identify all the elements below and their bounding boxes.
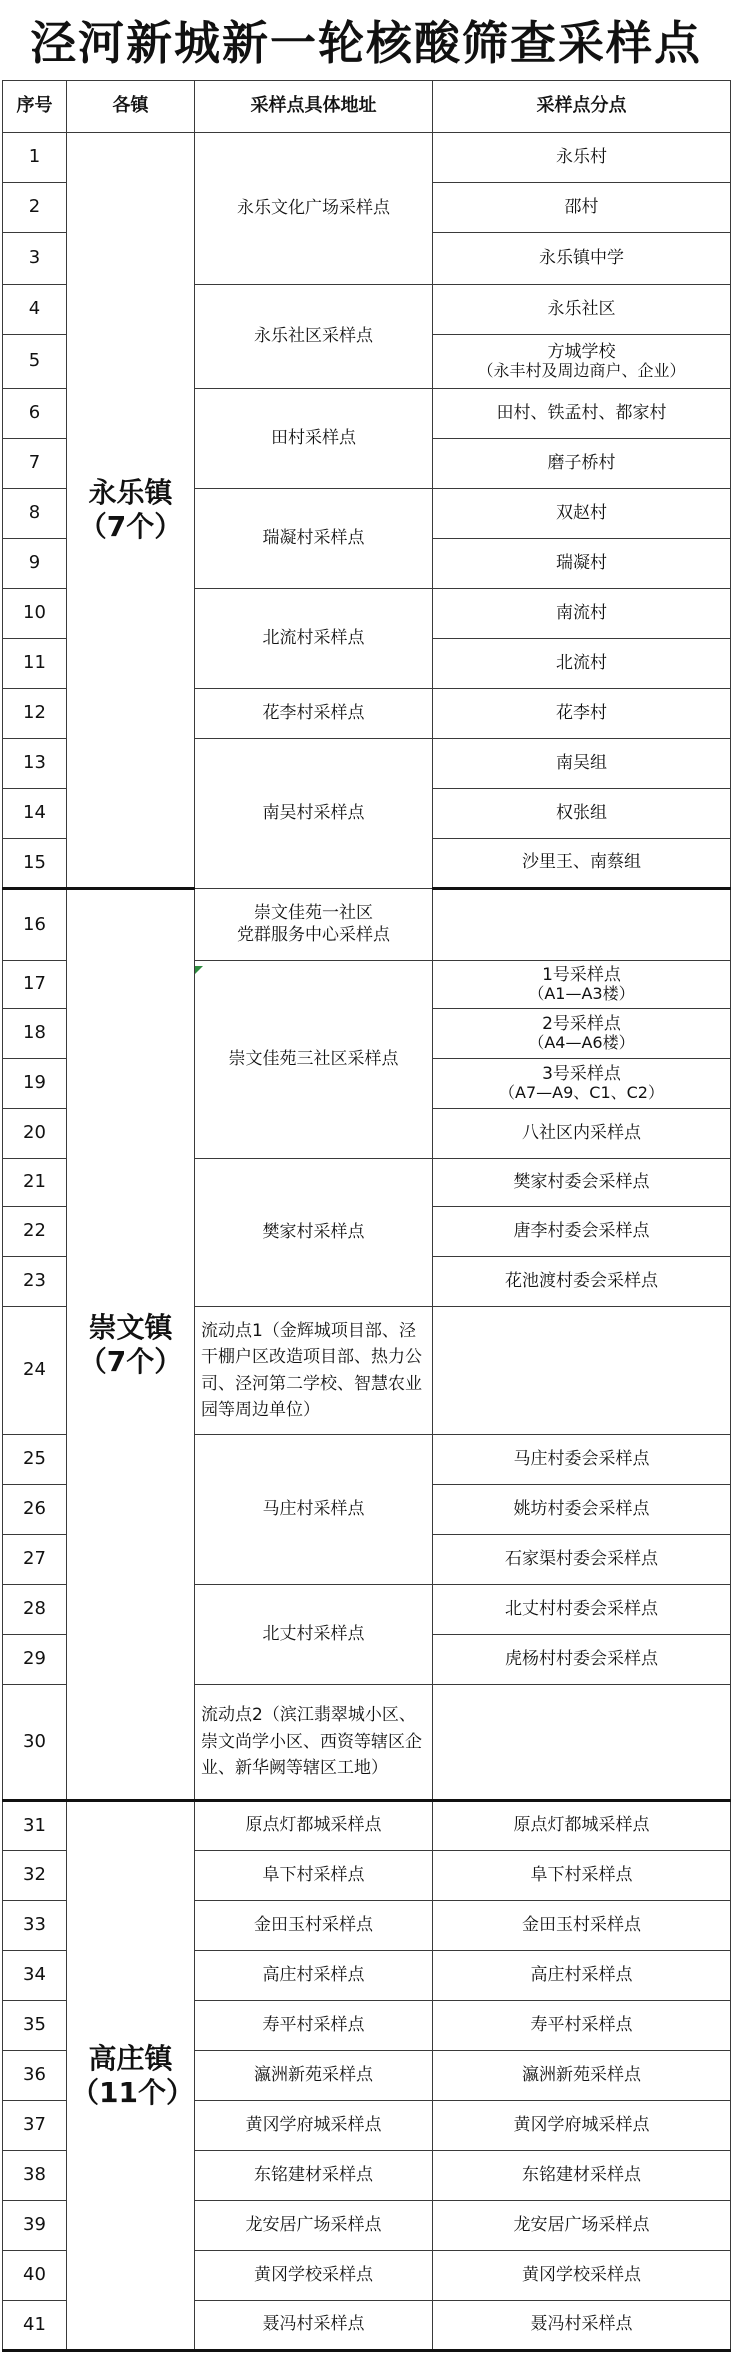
row-number-cell-text: 21 [23, 1171, 46, 1193]
sub-point-cell [433, 1109, 731, 1159]
sub-point-cell [433, 335, 731, 389]
town-name: 高庄镇 [88, 2041, 173, 2075]
sub-point-name: 沙里王、南蔡组 [522, 852, 641, 873]
row-number-cell-text: 18 [23, 1022, 46, 1044]
sub-point-cell [433, 1635, 731, 1685]
site-name: 流动点1（金辉城项目部、泾干棚户区改造项目部、热力公司、泾河第二学校、智慧农业园等周边单位） [201, 1320, 422, 1420]
row-number-cell [3, 739, 67, 789]
site-name: 永乐文化广场采样点 [237, 197, 390, 218]
header-seq: 序号 [3, 81, 67, 133]
table-body [3, 133, 731, 2351]
row-number-cell [3, 539, 67, 589]
site-address-cell [195, 1951, 433, 2001]
row-number-cell [3, 889, 67, 961]
site-address-cell [195, 2051, 433, 2101]
sub-point-name: 双赵村 [556, 502, 607, 523]
row-number-cell [3, 689, 67, 739]
row-number-cell [3, 439, 67, 489]
site-name: 龙安居广场采样点 [245, 2214, 382, 2235]
row-number-cell [3, 1307, 67, 1435]
row-number-cell [3, 1059, 67, 1109]
sub-point-cell [433, 1901, 731, 1951]
sub-point-cell [433, 639, 731, 689]
row-number-cell-text: 17 [23, 973, 46, 995]
sub-point-cell [433, 1435, 731, 1485]
sub-point-name: 阜下村采样点 [530, 1864, 633, 1885]
row-number-cell-text: 10 [23, 602, 46, 624]
row-number-cell [3, 2151, 67, 2201]
table-row [3, 133, 731, 183]
site-name: 瀛洲新苑采样点 [254, 2064, 373, 2085]
sub-point-cell [433, 1851, 731, 1901]
site-name: 田村采样点 [271, 427, 356, 448]
site-address-cell [195, 1435, 433, 1585]
row-number-cell-text: 39 [23, 2214, 46, 2236]
row-number-cell-text: 12 [23, 702, 46, 724]
row-number-cell-text: 36 [23, 2064, 46, 2086]
row-number-cell-text: 8 [28, 502, 41, 524]
site-address-cell [195, 133, 433, 285]
row-number-cell [3, 1851, 67, 1901]
row-number-cell [3, 1435, 67, 1485]
sub-point-cell [433, 1485, 731, 1535]
row-number-cell-text: 14 [23, 802, 46, 824]
sub-point-name: 黄冈学校采样点 [522, 2264, 641, 2285]
row-number-cell [3, 1109, 67, 1159]
sub-point-name: 唐李村委会采样点 [513, 1220, 650, 1241]
sub-point-cell [433, 589, 731, 639]
row-number-cell [3, 1535, 67, 1585]
sub-point-cell [433, 789, 731, 839]
site-address-cell [195, 2251, 433, 2301]
sub-point-cell [433, 2051, 731, 2101]
town-name: 崇文镇 [88, 1310, 173, 1344]
sub-point-cell [433, 2001, 731, 2051]
town-cell [67, 1801, 195, 2351]
site-name: 原点灯都城采样点 [245, 1815, 382, 1836]
site-address-cell [195, 1851, 433, 1901]
row-number-cell-text: 7 [28, 452, 41, 474]
row-number-cell [3, 389, 67, 439]
sub-point-cell [433, 961, 731, 1009]
row-number-cell-text: 40 [23, 2264, 46, 2286]
site-name: 寿平村采样点 [262, 2014, 365, 2035]
row-number-cell [3, 2051, 67, 2101]
sub-point-name: 东铭建材采样点 [522, 2164, 641, 2185]
row-number-cell [3, 1159, 67, 1207]
site-name: 崇文佳苑一社区 [254, 903, 373, 924]
site-address-cell [195, 739, 433, 889]
site-name: 聂冯村采样点 [262, 2314, 365, 2335]
row-number-cell-text: 15 [23, 851, 46, 873]
row-number-cell [3, 1901, 67, 1951]
row-number-cell-text: 33 [23, 1914, 46, 1936]
row-number-cell-text: 23 [23, 1270, 46, 1292]
sub-point-cell [433, 839, 731, 889]
cell-comment-marker-icon [195, 966, 203, 974]
site-name: 流动点2（滨江翡翠城小区、崇文尚学小区、西资等辖区企业、新华阙等辖区工地） [201, 1705, 422, 1779]
row-number-cell-text: 29 [23, 1648, 46, 1670]
site-name-line2: 党群服务中心采样点 [237, 924, 390, 945]
row-number-cell-text: 34 [23, 1964, 46, 1986]
sub-point-name: 石家渠村委会采样点 [505, 1548, 658, 1569]
sub-point-name: 樊家村委会采样点 [513, 1171, 650, 1192]
town-cell [67, 133, 195, 889]
sub-point-name: 永乐村 [556, 146, 607, 167]
site-name: 东铭建材采样点 [254, 2164, 373, 2185]
sub-point-cell [433, 1685, 731, 1801]
row-number-cell-text: 35 [23, 2014, 46, 2036]
row-number-cell [3, 839, 67, 889]
sub-point-name: 原点灯都城采样点 [513, 1815, 650, 1836]
row-number-cell [3, 589, 67, 639]
sub-point-name: 永乐镇中学 [539, 247, 624, 268]
table-header-row [3, 81, 731, 133]
sub-point-name: 金田玉村采样点 [522, 1914, 641, 1935]
sub-point-cell [433, 1159, 731, 1207]
sub-point-name: 田村、铁孟村、都家村 [496, 402, 667, 423]
sub-point-cell [433, 539, 731, 589]
row-number-cell-text: 11 [23, 652, 46, 674]
site-address-cell [195, 2001, 433, 2051]
row-number-cell [3, 133, 67, 183]
site-address-cell [195, 1901, 433, 1951]
row-number-cell [3, 1685, 67, 1801]
site-name: 樊家村采样点 [262, 1221, 365, 1242]
row-number-cell [3, 233, 67, 285]
sub-point-cell [433, 233, 731, 285]
row-number-cell-text: 41 [23, 2313, 46, 2335]
site-name: 瑞凝村采样点 [262, 527, 365, 548]
sub-point-cell [433, 1951, 731, 2001]
sub-point-cell [433, 739, 731, 789]
sub-point-cell [433, 285, 731, 335]
row-number-cell-text: 19 [23, 1072, 46, 1094]
site-name: 南吴村采样点 [262, 802, 365, 823]
row-number-cell-text: 4 [28, 298, 41, 320]
row-number-cell-text: 31 [23, 1814, 46, 1836]
site-name: 花李村采样点 [262, 702, 365, 723]
row-number-cell [3, 285, 67, 335]
sub-point-name: 瀛洲新苑采样点 [522, 2064, 641, 2085]
sub-point-name: 寿平村采样点 [530, 2014, 633, 2035]
sub-point-name: 北丈村村委会采样点 [505, 1598, 658, 1619]
row-number-cell-text: 1 [28, 146, 41, 168]
site-name: 金田玉村采样点 [254, 1914, 373, 1935]
sub-point-name: 马庄村委会采样点 [513, 1448, 650, 1469]
site-address-cell [195, 589, 433, 689]
town-site-count: （11个） [71, 2075, 194, 2109]
row-number-cell [3, 789, 67, 839]
table-row [3, 889, 731, 961]
row-number-cell [3, 1485, 67, 1535]
sub-point-name: 姚坊村委会采样点 [513, 1498, 650, 1519]
row-number-cell-text: 9 [28, 552, 41, 574]
site-address-cell [195, 2101, 433, 2151]
sub-point-cell [433, 689, 731, 739]
sub-point-name: 1号采样点 [542, 964, 621, 985]
site-address-cell [195, 1159, 433, 1307]
row-number-cell [3, 335, 67, 389]
sub-point-cell [433, 2151, 731, 2201]
sub-point-name: 3号采样点 [542, 1063, 621, 1084]
row-number-cell-text: 32 [23, 1864, 46, 1886]
row-number-cell [3, 1951, 67, 2001]
row-number-cell [3, 1257, 67, 1307]
row-number-cell [3, 2101, 67, 2151]
site-name: 永乐社区采样点 [254, 325, 373, 346]
sub-point-cell [433, 2201, 731, 2251]
sub-point-name: 花李村 [556, 702, 607, 723]
row-number-cell-text: 3 [28, 247, 41, 269]
sub-point-cell [433, 2251, 731, 2301]
page-title: 泾河新城新一轮核酸筛查采样点 [30, 16, 702, 70]
sub-point-name: 南流村 [556, 602, 607, 623]
row-number-cell [3, 1801, 67, 1851]
site-address-cell [195, 889, 433, 961]
header-sub-point: 采样点分点 [433, 81, 731, 133]
site-address-cell [195, 285, 433, 389]
sub-point-cell [433, 1257, 731, 1307]
sub-point-name: 北流村 [556, 652, 607, 673]
sub-point-cell [433, 389, 731, 439]
sub-point-name: 聂冯村采样点 [530, 2314, 633, 2335]
sub-point-name: 虎杨村村委会采样点 [505, 1648, 658, 1669]
sub-point-cell [433, 889, 731, 961]
row-number-cell-text: 30 [23, 1730, 46, 1752]
town-name: 永乐镇 [88, 476, 173, 510]
site-address-cell [195, 1801, 433, 1851]
site-address-cell [195, 961, 433, 1159]
sub-point-name: 南吴组 [556, 752, 607, 773]
town-site-count: （7个） [78, 510, 183, 543]
sub-point-detail: （A1—A3楼） [528, 984, 635, 1004]
site-name: 阜下村采样点 [262, 1864, 365, 1885]
sub-point-name: 花池渡村委会采样点 [505, 1270, 658, 1291]
sub-point-cell [433, 489, 731, 539]
row-number-cell-text: 24 [23, 1359, 46, 1381]
row-number-cell-text: 13 [23, 752, 46, 774]
site-address-cell [195, 689, 433, 739]
sub-point-cell [433, 1009, 731, 1059]
sub-point-cell [433, 1585, 731, 1635]
sub-point-cell [433, 133, 731, 183]
row-number-cell-text: 26 [23, 1498, 46, 1520]
sub-point-cell [433, 2301, 731, 2351]
site-address-cell [195, 2151, 433, 2201]
sub-point-cell [433, 1207, 731, 1257]
site-address-cell [195, 1585, 433, 1685]
site-name: 黄冈学校采样点 [254, 2264, 373, 2285]
header-site-address: 采样点具体地址 [195, 81, 433, 133]
sub-point-name: 龙安居广场采样点 [513, 2214, 650, 2235]
sub-point-name: 方城学校 [547, 341, 616, 362]
sub-point-name: 2号采样点 [542, 1013, 621, 1034]
row-number-cell [3, 639, 67, 689]
site-name: 崇文佳苑三社区采样点 [228, 1048, 399, 1069]
sub-point-cell [433, 1307, 731, 1435]
site-name: 黄冈学府城采样点 [245, 2114, 382, 2135]
sub-point-detail: （A7—A9、C1、C2） [499, 1083, 664, 1103]
row-number-cell-text: 25 [23, 1448, 46, 1470]
row-number-cell [3, 1207, 67, 1257]
town-cell [67, 889, 195, 1801]
row-number-cell-text: 6 [28, 402, 41, 424]
sub-point-name: 瑞凝村 [556, 552, 607, 573]
sub-point-name: 磨子桥村 [547, 452, 616, 473]
row-number-cell-text: 37 [23, 2114, 46, 2136]
header-town: 各镇 [67, 81, 195, 133]
site-name: 北丈村采样点 [262, 1623, 365, 1644]
site-address-cell [195, 1307, 433, 1435]
site-address-cell [195, 2301, 433, 2351]
table-row [3, 1801, 731, 1851]
sub-point-name: 权张组 [556, 802, 607, 823]
site-address-cell [195, 489, 433, 589]
site-address-cell [195, 1685, 433, 1801]
sub-point-cell [433, 1801, 731, 1851]
row-number-cell [3, 489, 67, 539]
row-number-cell [3, 1585, 67, 1635]
row-number-cell-text: 38 [23, 2164, 46, 2186]
row-number-cell [3, 2251, 67, 2301]
sub-point-name: 八社区内采样点 [522, 1122, 641, 1143]
row-number-cell-text: 5 [28, 350, 41, 372]
site-address-cell [195, 2201, 433, 2251]
row-number-cell [3, 1009, 67, 1059]
sub-point-cell [433, 1059, 731, 1109]
row-number-cell [3, 1635, 67, 1685]
row-number-cell-text: 27 [23, 1548, 46, 1570]
sub-point-detail: （A4—A6楼） [528, 1033, 635, 1053]
sub-point-cell [433, 1535, 731, 1585]
sub-point-detail: （永丰村及周边商户、企业） [477, 361, 686, 381]
site-name: 高庄村采样点 [262, 1964, 365, 1985]
row-number-cell-text: 22 [23, 1220, 46, 1242]
row-number-cell [3, 2001, 67, 2051]
site-name: 北流村采样点 [262, 627, 365, 648]
row-number-cell-text: 28 [23, 1598, 46, 1620]
sub-point-cell [433, 2101, 731, 2151]
sub-point-name: 邵村 [564, 196, 599, 217]
row-number-cell [3, 183, 67, 233]
row-number-cell [3, 2201, 67, 2251]
row-number-cell-text: 2 [28, 196, 41, 218]
sub-point-name: 高庄村采样点 [530, 1964, 633, 1985]
sampling-sites-table [2, 80, 731, 2352]
town-site-count: （7个） [78, 1344, 183, 1378]
site-name: 马庄村采样点 [262, 1498, 365, 1519]
row-number-cell-text: 20 [23, 1122, 46, 1144]
sub-point-cell [433, 439, 731, 489]
row-number-cell [3, 2301, 67, 2351]
row-number-cell-text: 16 [23, 913, 46, 935]
sub-point-name: 黄冈学府城采样点 [513, 2114, 650, 2135]
row-number-cell [3, 961, 67, 1009]
site-address-cell [195, 389, 433, 489]
sub-point-cell [433, 183, 731, 233]
sub-point-name: 永乐社区 [547, 298, 616, 319]
